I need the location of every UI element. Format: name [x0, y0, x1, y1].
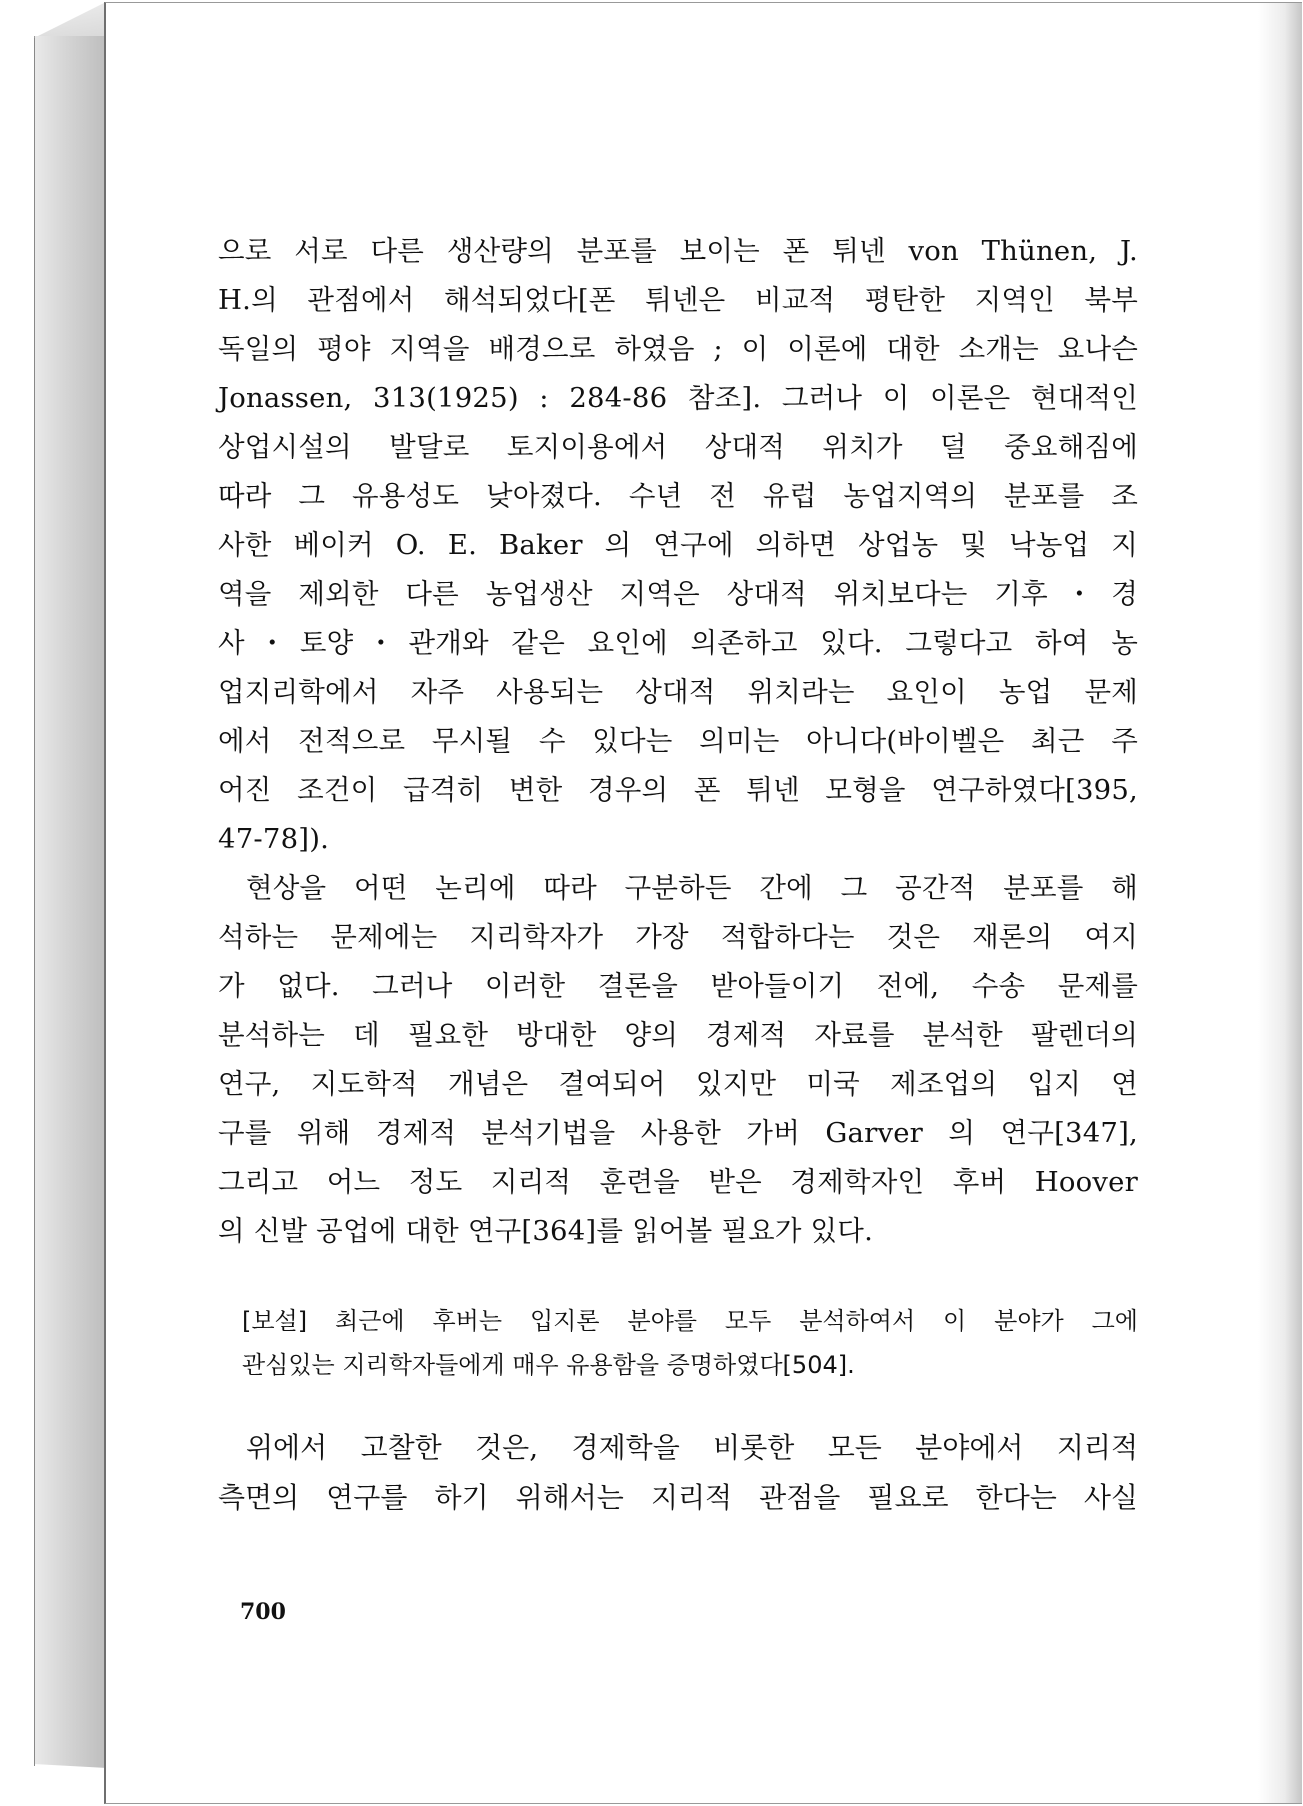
- text-line: H.의 관점에서 해석되었다[폰 튀넨은 비교적 평탄한 지역인 북부: [218, 284, 1138, 316]
- text-line: 따라 그 유용성도 낮아졌다. 수년 전 유럽 농업지역의 분포를 조: [218, 480, 1138, 512]
- text-line: 분석하는 데 필요한 방대한 양의 경제적 자료를 분석한 팔렌더의: [218, 1019, 1138, 1051]
- body-text: [218, 227, 1138, 1256]
- text-line: 위에서 고찰한 것은, 경제학을 비롯한 모든 분야에서 지리적: [246, 1431, 1138, 1464]
- book-spine-edge: [34, 38, 35, 1766]
- text-line: 가 없다. 그러나 이러한 결론을 받아들이기 전에, 수송 문제를: [218, 970, 1138, 1002]
- text-line: 상업시설의 발달로 토지이용에서 상대적 위치가 덜 중요해짐에: [218, 431, 1138, 463]
- page-gutter-shadow: [1258, 3, 1302, 1803]
- text-line: 독일의 평야 지역을 배경으로 하였음 ; 이 이론에 대한 소개는 요나슨: [218, 333, 1138, 365]
- text-line: 구를 위해 경제적 분석기법을 사용한 가버 Garver 의 연구[347],: [218, 1117, 1138, 1149]
- text-line: 연구, 지도학적 개념은 결여되어 있지만 미국 제조업의 입지 연: [218, 1068, 1138, 1100]
- text-line: 에서 전적으로 무시될 수 있다는 의미는 아니다(바이벨은 최근 주: [218, 725, 1138, 757]
- book-page: [104, 2, 1302, 1804]
- book-spine-top: [34, 2, 106, 38]
- supplementary-note: [242, 1299, 1138, 1387]
- note-line: [보설] 최근에 후버는 입지론 분야를 모두 분석하여서 이 분야가 그에: [242, 1307, 1138, 1335]
- text-line: 사한 베이커 O. E. Baker 의 연구에 의하면 상업농 및 낙농업 지: [218, 529, 1138, 561]
- note-line: 관심있는 지리학자들에게 매우 유용함을 증명하였다[504].: [242, 1351, 855, 1379]
- page-number: 700: [240, 1599, 286, 1625]
- text-line: 으로 서로 다른 생산량의 분포를 보이는 폰 튀넨 von Thünen, J.: [218, 235, 1138, 267]
- text-line: 현상을 어떤 논리에 따라 구분하든 간에 그 공간적 분포를 해: [246, 872, 1138, 904]
- text-line: 사・토양・관개와 같은 요인에 의존하고 있다. 그렇다고 하여 농: [218, 627, 1138, 659]
- text-line: 47-78]).: [218, 823, 330, 855]
- text-line: 업지리학에서 자주 사용되는 상대적 위치라는 요인이 농업 문제: [218, 676, 1138, 708]
- text-line: 석하는 문제에는 지리학자가 가장 적합하다는 것은 재론의 여지: [218, 921, 1138, 953]
- text-line: 역을 제외한 다른 농업생산 지역은 상대적 위치보다는 기후・경: [218, 578, 1138, 610]
- text-line: 의 신발 공업에 대한 연구[364]를 읽어볼 필요가 있다.: [218, 1215, 874, 1247]
- book-spine: [34, 36, 107, 1768]
- text-line: 그리고 어느 정도 지리적 훈련을 받은 경제학자인 후버 Hoover: [218, 1166, 1138, 1198]
- closing-paragraph: [218, 1423, 1138, 1523]
- text-line: Jonassen, 313(1925) : 284-86 참조]. 그러나 이 이론은 현대적인: [218, 382, 1138, 414]
- text-line: 측면의 연구를 하기 위해서는 지리적 관점을 필요로 한다는 사실: [218, 1481, 1138, 1514]
- text-line: 어진 조건이 급격히 변한 경우의 폰 튀넨 모형을 연구하였다[395,: [218, 774, 1138, 806]
